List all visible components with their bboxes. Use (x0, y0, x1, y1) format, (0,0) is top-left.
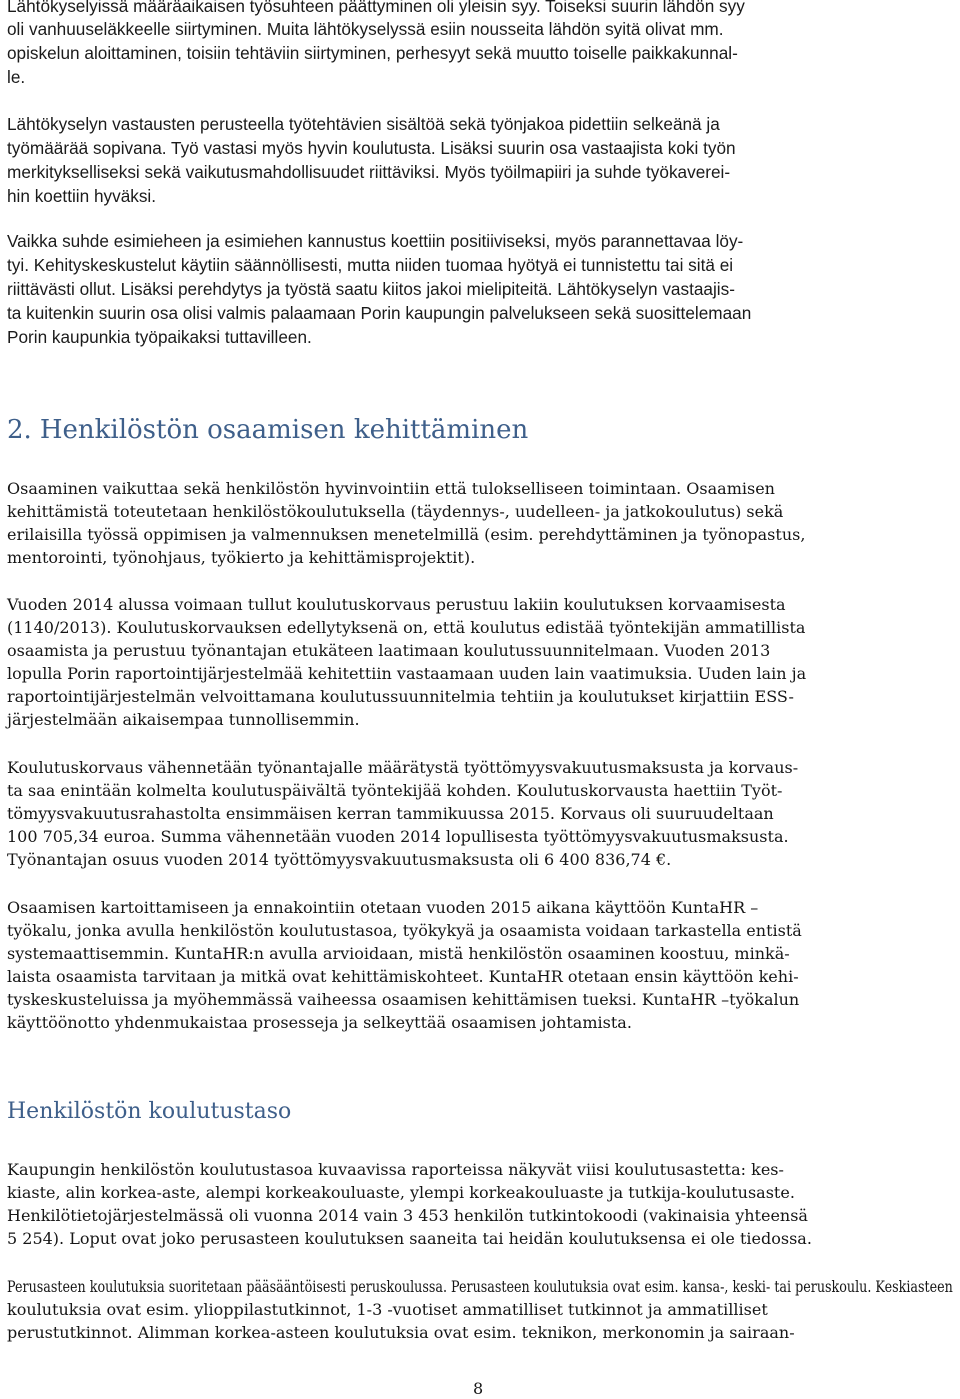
paragraph-6-line: Koulutuskorvaus vähennetään työnantajalle määrätystä työttömyysvakuutusmaksusta ja korvaus- (7, 758, 799, 777)
paragraph-3-line: Porin kaupunkia työpaikaksi tuttavilleen. (7, 327, 312, 347)
paragraph-3-line: Vaikka suhde esimieheen ja esimiehen kannustus koettiin positiiviseksi, myös parannettavaa löy- (7, 231, 744, 251)
paragraph-7-line: käyttöönotto yhdenmukaistaa prosesseja ja selkeyttää osaamisen johtamista. (7, 1013, 632, 1032)
paragraph-6-line: Työnantajan osuus vuoden 2014 työttömyysvakuutusmaksusta oli 6 400 836,74 €. (7, 850, 672, 869)
paragraph-1-line: le. (7, 67, 26, 87)
paragraph-2-line: Lähtökyselyn vastausten perusteella työtehtävien sisältöä sekä työnjakoa pidettiin selkeänä ja (7, 114, 720, 134)
paragraph-4-line: mentorointi, työnohjaus, työkierto ja kehittämisprojektit). (7, 548, 476, 567)
paragraph-4-line: Osaaminen vaikuttaa sekä henkilöstön hyvinvointiin että tulokselliseen toimintaan. Osaamisen (7, 479, 775, 498)
paragraph-7-line: laista osaamista tarvitaan ja mitkä ovat kehittämiskohteet. KuntaHR otetaan ensin käyttöön kehi- (7, 967, 799, 986)
paragraph-3-line: ta kuitenkin suurin osa olisi valmis palaamaan Porin kaupungin palvelukseen sekä suosittelemaan (7, 303, 752, 323)
paragraph-1-line: oli vanhuuseläkkeelle siirtyminen. Muita lähtökyselyssä esiin nousseita lähdön syitä olivat mm. (7, 19, 724, 39)
paragraph-4-line: erilaisilla työssä oppimisen ja valmennuksen menetelmillä (esim. perehdyttäminen ja työnopastus, (7, 525, 806, 544)
paragraph-3-line: tyi. Kehityskeskustelut käytiin säännöllisesti, mutta niiden tuomaa hyötyä ei tunnistettu tai sitä ei (7, 255, 734, 275)
paragraph-7-line: systemaattisemmin. KuntaHR:n avulla arvioidaan, mistä henkilöstön osaaminen koostuu, minkä- (7, 944, 790, 963)
section-number: 2. (7, 415, 32, 445)
paragraph-2-line: hin koettiin hyväksi. (7, 186, 157, 206)
paragraph-7-line: tyskeskusteluissa ja myöhemmässä vaiheessa osaamisen kehittämisen tueksi. KuntaHR –työkalun (7, 990, 800, 1009)
paragraph-5-line: raportointijärjestelmän velvoittamana koulutussuunnitelmia tehtiin ja koulutukset kirjattiin ESS- (7, 687, 794, 706)
paragraph-6-line: 100 705,34 euroa. Summa vähennetään vuoden 2014 lopullisesta työttömyysvakuutusmaksusta. (7, 827, 789, 846)
paragraph-6-line: tömyysvakuutusrahastolta ensimmäisen kerran tammikuussa 2015. Korvaus oli suuruudeltaan (7, 804, 774, 823)
paragraph-8-line: Henkilötietojärjestelmässä oli vuonna 2014 vain 3 453 henkilön tutkintokoodi (vakinaisia yhteensä (7, 1206, 808, 1225)
section-title: Henkilöstön osaamisen kehittäminen (39, 415, 529, 445)
paragraph-9-line: perustutkinnot. Alimman korkea-asteen koulutuksia ovat esim. teknikon, merkonomin ja sairaan- (7, 1323, 795, 1342)
paragraph-8-line: Kaupungin henkilöstön koulutustasoa kuvaavissa raporteissa näkyvät viisi koulutusastetta: kes- (7, 1160, 784, 1179)
paragraph-6-line: ta saa enintään kolmelta koulutuspäivältä työntekijää kohden. Koulutuskorvausta haettiin Työt- (7, 781, 783, 800)
section-heading (7, 415, 536, 445)
paragraph-2-line: työmäärää sopivana. Työ vastasi myös hyvin koulutusta. Lisäksi suurin osa vastaajista koki työn (7, 138, 736, 158)
paragraph-5-line: järjestelmään aikaisempaa tunnollisemmin. (7, 710, 360, 729)
paragraph-7-line: työkalu, jonka avulla henkilöstön koulutustasoa, työkykyä ja osaamista voidaan tarkastella entistä (7, 921, 802, 940)
paragraph-8-line: 5 254). Loput ovat joko perusasteen koulutuksen saaneita tai heidän koulutuksensa ei ole tiedossa. (7, 1229, 812, 1248)
paragraph-5-line: Vuoden 2014 alussa voimaan tullut koulutuskorvaus perustuu lakiin koulutuksen korvaamisesta (7, 595, 786, 614)
page-number: 8 (473, 1379, 484, 1398)
paragraph-1-line: Lähtökyselyissä määräaikaisen työsuhteen päättyminen oli yleisin syy. Toiseksi suurin lähdön syy (7, 0, 745, 16)
paragraph-2-line: merkitykselliseksi sekä vaikutusmahdollisuudet riittäviksi. Myös työilmapiiri ja suhde työkaverei- (7, 162, 731, 182)
paragraph-5-line: (1140/2013). Koulutuskorvauksen edellytyksenä on, että koulutus edistää työntekijän ammatillista (7, 618, 806, 637)
paragraph-9-line: Perusasteen koulutuksia suoritetaan pääsääntöisesti peruskoulussa. Perusasteen koulutuksia ovat esim. kansa-, keski- tai peruskoulu. Keskiasteen (7, 1277, 953, 1296)
paragraph-5-line: lopulla Porin raportointijärjestelmää kehitettiin vastaamaan uuden lain vaatimuksia. Uuden lain ja (7, 664, 807, 683)
paragraph-4-line: kehittämistä toteutetaan henkilöstökoulutuksella (täydennys-, uudelleen- ja jatkokoulutus) sekä (7, 502, 784, 521)
subsection-heading: Henkilöstön koulutustaso (7, 1099, 292, 1124)
paragraph-5-line: osaamista ja perustuu työnantajan etukäteen laatimaan koulutussuunnitelmaan. Vuoden 2013 (7, 641, 771, 660)
paragraph-8-line: kiaste, alin korkea-aste, alempi korkeakouluaste, ylempi korkeakouluaste ja tutkija-koulutusaste. (7, 1183, 795, 1202)
paragraph-3-line: riittävästi ollut. Lisäksi perehdytys ja työstä saatu kiitos jakoi mielipiteitä. Lähtökyselyn vastaajis- (7, 279, 735, 299)
paragraph-1-line: opiskelun aloittaminen, toisiin tehtäviin siirtyminen, perhesyyt sekä muutto toiselle paikkakunnal- (7, 43, 738, 63)
paragraph-7-line: Osaamisen kartoittamiseen ja ennakointiin otetaan vuoden 2015 aikana käyttöön KuntaHR – (7, 898, 759, 917)
paragraph-9-line: koulutuksia ovat esim. ylioppilastutkinnot, 1-3 -vuotiset ammatilliset tutkinnot ja ammatilliset (7, 1300, 768, 1319)
